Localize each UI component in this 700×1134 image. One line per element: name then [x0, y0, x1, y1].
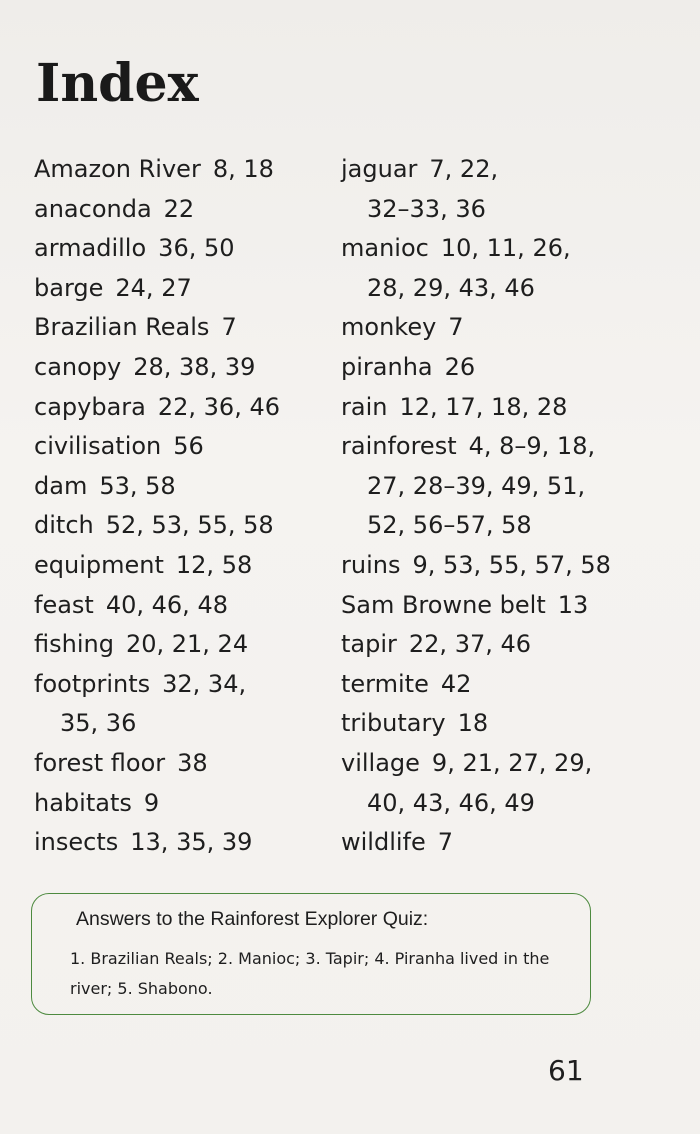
index-term: piranha	[341, 352, 433, 381]
index-entry	[341, 665, 681, 705]
index-term: equipment	[34, 550, 164, 579]
index-pages: 12, 58	[175, 550, 253, 579]
index-term: Sam Browne belt	[341, 590, 546, 619]
quiz-answers-heading: Answers to the Rainforest Explorer Quiz:	[76, 908, 429, 930]
index-term: ditch	[34, 511, 94, 540]
index-term: Amazon River	[34, 155, 201, 183]
index-entry-continuation	[341, 784, 681, 824]
index-term: tapir	[341, 630, 397, 659]
index-entry	[34, 229, 334, 269]
index-pages: 22, 36, 46	[157, 392, 280, 421]
index-term: manioc	[341, 234, 429, 263]
index-entry	[34, 190, 334, 230]
index-term: capybara	[34, 392, 146, 421]
index-term: feast	[34, 590, 94, 619]
index-entry-continuation	[341, 467, 681, 507]
index-column-left	[34, 150, 334, 863]
index-term: canopy	[34, 352, 122, 381]
index-entry	[34, 506, 334, 546]
index-pages: 8, 18	[212, 155, 274, 183]
index-pages: 22	[163, 194, 195, 223]
index-pages: 53, 58	[99, 471, 176, 500]
index-term: village	[341, 748, 420, 777]
index-entry	[34, 665, 334, 705]
index-term: monkey	[341, 313, 437, 342]
index-term: jaguar	[341, 155, 418, 183]
index-pages: 4, 8–9, 18,	[468, 432, 596, 461]
index-term: footprints	[34, 669, 151, 698]
index-term: termite	[341, 669, 429, 698]
page-number: 61	[548, 1054, 584, 1087]
index-entry	[34, 150, 334, 190]
index-term: anaconda	[34, 194, 152, 223]
index-entry	[341, 229, 681, 269]
index-term: armadillo	[34, 234, 147, 263]
index-term: civilisation	[34, 432, 162, 461]
page-title: Index	[36, 53, 199, 114]
index-entry-continuation	[341, 269, 681, 309]
index-pages: 20, 21, 24	[125, 630, 249, 659]
index-entry	[34, 269, 334, 309]
index-pages: 52, 56–57, 58	[367, 511, 532, 540]
index-pages: 28, 38, 39	[133, 352, 256, 381]
index-term: forest floor	[34, 748, 166, 777]
index-pages: 7	[448, 313, 464, 342]
index-pages: 7, 22,	[429, 155, 499, 183]
index-entry-continuation	[34, 704, 334, 744]
index-pages: 36, 50	[158, 234, 235, 263]
index-term: tributary	[341, 709, 446, 738]
index-term: rainforest	[341, 432, 457, 461]
index-entry	[341, 308, 681, 348]
index-entry	[341, 427, 681, 467]
index-pages: 9, 53, 55, 57, 58	[412, 550, 611, 579]
index-pages: 27, 28–39, 49, 51,	[367, 471, 586, 500]
index-term: insects	[34, 828, 119, 857]
index-pages: 13, 35, 39	[130, 828, 253, 857]
index-entry	[341, 546, 681, 586]
index-entry	[34, 308, 334, 348]
index-pages: 28, 29, 43, 46	[367, 273, 535, 302]
index-entry	[34, 427, 334, 467]
index-entry	[34, 467, 334, 507]
index-entry-continuation	[341, 190, 681, 230]
index-entry	[341, 823, 681, 863]
index-pages: 52, 53, 55, 58	[105, 511, 274, 540]
index-term: Brazilian Reals	[34, 313, 210, 342]
index-entry	[34, 348, 334, 388]
index-pages: 40, 46, 48	[105, 590, 228, 619]
index-pages: 10, 11, 26,	[440, 234, 571, 263]
index-pages: 24, 27	[115, 273, 192, 302]
index-pages: 18	[457, 709, 489, 738]
index-pages: 38	[177, 748, 208, 777]
index-entry-continuation	[341, 506, 681, 546]
index-term: rain	[341, 392, 388, 421]
index-entry	[34, 784, 334, 824]
index-entry	[34, 744, 334, 784]
index-column-right	[341, 150, 681, 863]
index-entry	[341, 625, 681, 665]
index-pages: 40, 43, 46, 49	[367, 788, 535, 817]
index-term: dam	[34, 471, 88, 500]
index-term: wildlife	[341, 828, 426, 857]
index-entry	[341, 388, 681, 428]
index-pages: 13	[557, 590, 589, 619]
index-entry	[341, 744, 681, 784]
index-pages: 35, 36	[60, 709, 137, 738]
index-entry	[34, 823, 334, 863]
index-pages: 56	[173, 432, 204, 461]
index-term: barge	[34, 273, 104, 302]
index-pages: 7	[221, 313, 237, 342]
quiz-answers-text: 1. Brazilian Reals; 2. Manioc; 3. Tapir; 4. Piranha lived in the river; 5. Shabono.	[70, 949, 550, 998]
index-entry	[341, 348, 681, 388]
index-entry	[341, 586, 681, 626]
index-entry	[34, 546, 334, 586]
index-term: ruins	[341, 550, 401, 579]
quiz-answers-box	[31, 893, 591, 1015]
index-pages: 22, 37, 46	[408, 630, 532, 659]
index-entry	[34, 388, 334, 428]
index-entry	[34, 625, 334, 665]
index-pages: 32, 34,	[162, 669, 247, 698]
index-entry	[34, 586, 334, 626]
index-pages: 9	[143, 788, 160, 817]
index-pages: 7	[437, 828, 454, 857]
index-pages: 12, 17, 18, 28	[399, 392, 568, 421]
index-pages: 42	[440, 669, 472, 698]
index-term: fishing	[34, 630, 114, 659]
index-term: habitats	[34, 788, 132, 817]
index-pages: 32–33, 36	[367, 194, 486, 223]
index-pages: 9, 21, 27, 29,	[431, 748, 593, 777]
index-entry	[341, 150, 681, 190]
index-entry	[341, 704, 681, 744]
index-pages: 26	[444, 352, 476, 381]
